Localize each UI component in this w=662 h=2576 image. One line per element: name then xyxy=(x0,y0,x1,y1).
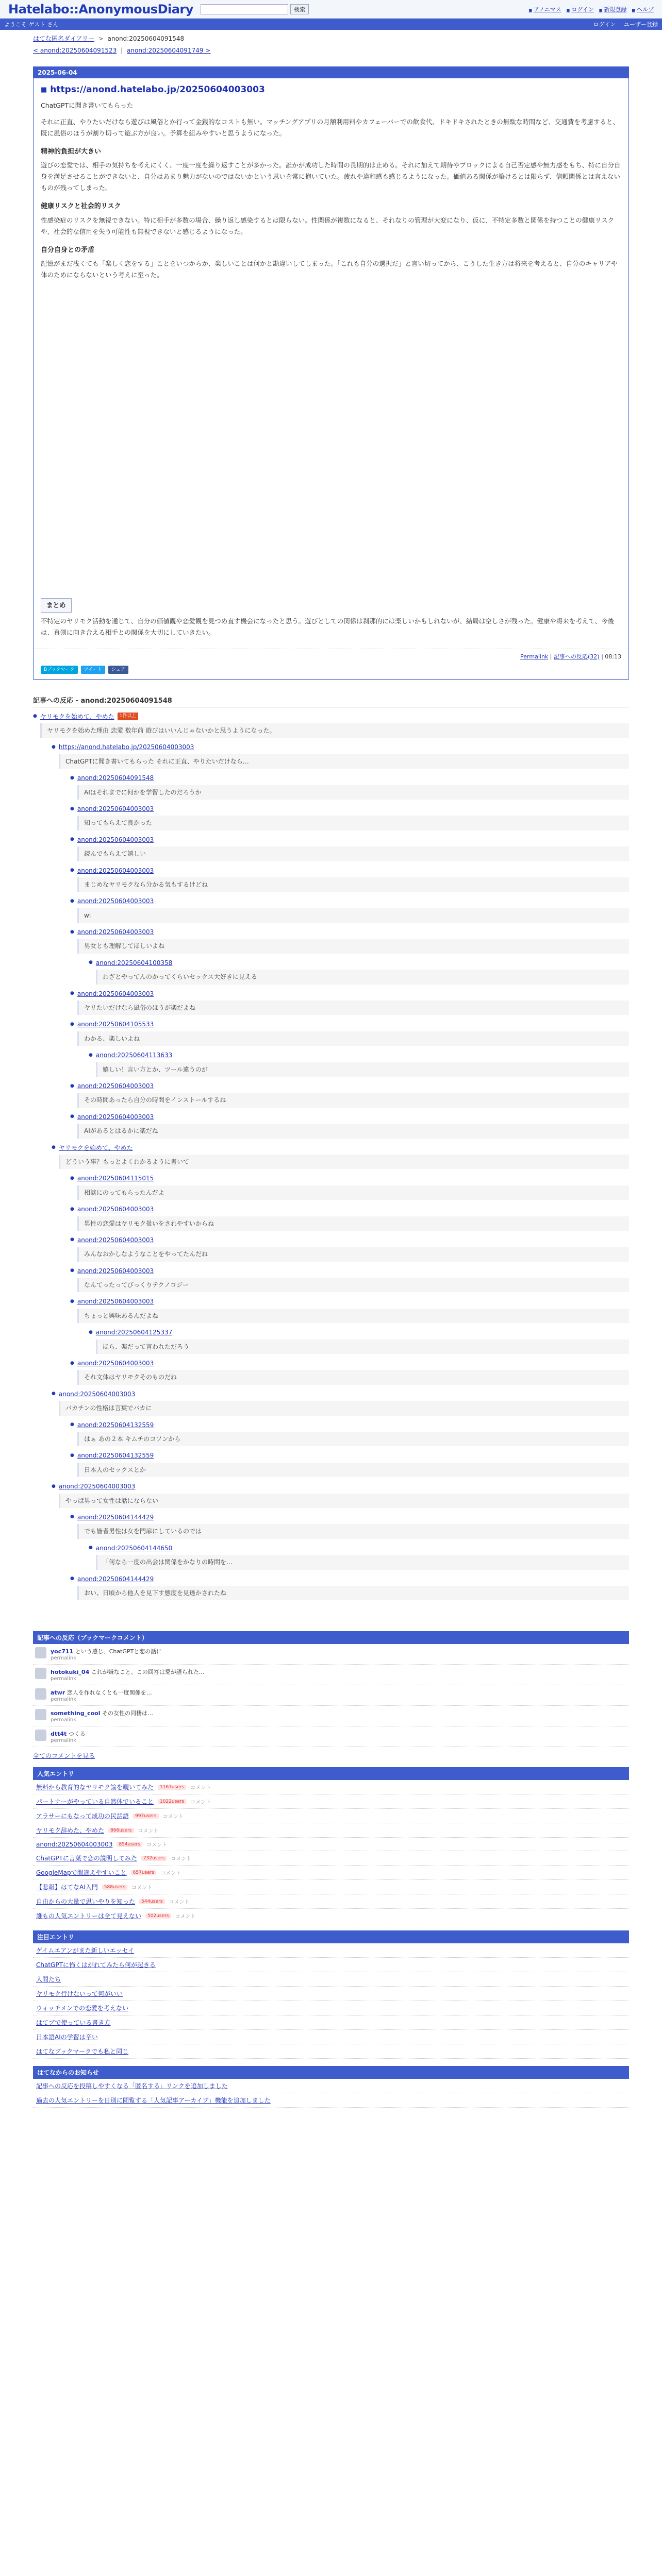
comment-author-link[interactable]: anond:20250604003003 xyxy=(77,1298,154,1306)
bookmark-meta[interactable]: permalink xyxy=(51,1676,76,1682)
comment-head xyxy=(70,896,629,906)
comment-head xyxy=(70,1112,629,1122)
section-text: 記憶がまだ浅くても「楽しく恋をする」ことをいつからか、楽しいことは何かと勘違いしてしまった。「これも自分の選択だ」と言い切ってから、こうした生き方は将来を考えると、自分のキャリアや体のためにならないという考えに至った。 xyxy=(41,260,618,279)
avatar[interactable] xyxy=(35,1647,46,1658)
comment-item xyxy=(70,1296,629,1323)
comment-author-link[interactable]: ヤリモクを始めて、やめた xyxy=(40,713,114,720)
comment-text: AIはそれまでに何かを学習したのだろうか xyxy=(77,785,629,800)
bullet-icon: ● xyxy=(70,1268,74,1274)
section-text: 遊びの恋愛では、相手の気持ちを考えにくく、一度一度を繰り返すことが多かった。誰かが成功した時間の長期的は止める。それに加えて期待やプロックによる自己否定感や無力感をもち、特に自分自身を満足させることができないと、自分はあまり魅力がないのではないかという思いを常に抱いていた。疲れや違和感も感じるようになった。価値ある関係が築けるとは限らず、信頼関係とは言えないものが残ってしまった。 xyxy=(41,161,621,192)
comment-author-link[interactable]: anond:20250604091548 xyxy=(77,774,154,782)
comment-author-link[interactable]: anond:20250604003003 xyxy=(77,1113,154,1121)
comment-text: バカチンの性格は言葉でバカに xyxy=(59,1401,629,1415)
entry-lists xyxy=(33,1767,629,2108)
bookmark-text: という感じ、ChatGPTと恋の話に xyxy=(73,1648,162,1655)
bookmark-user[interactable]: yoc711 xyxy=(51,1648,74,1655)
comment-text: ちょっと興味あるんだよね xyxy=(77,1309,629,1323)
comment-head xyxy=(70,866,629,876)
comment-item xyxy=(70,927,629,954)
comment-text: 男性の恋愛はヤリモク扱いをされやすいからね xyxy=(77,1216,629,1231)
header-link-login[interactable]: ■ ログイン xyxy=(567,5,594,13)
comment-text: その時間あったら自分の時間をインストールするね xyxy=(77,1093,629,1107)
section-text: 性感染症のリスクを無視できない。特に相手が多数の場合、繰り返し感染するとは限らない。性関係が複数になると、それなりの管理が大変になり、仮に、不特定多数と関係を持つことの健康リスクや、社会的な信用を失う可能性も無視できないと感じるようになった。 xyxy=(41,216,615,235)
section-heading: 健康リスクと社会的リスク xyxy=(41,202,121,210)
list-item xyxy=(33,2079,629,2093)
square-icon: ■ xyxy=(41,86,47,94)
comment-author-link[interactable]: anond:20250604003003 xyxy=(77,805,154,812)
header-link-signup[interactable]: ■ 新規登録 xyxy=(599,5,627,13)
comment-text: おい、日頃から他人を見下す態度を見透かされたね xyxy=(77,1586,629,1600)
tree-title: 記事への反応 - anond:20250604091548 xyxy=(33,695,629,707)
comment-text: みんなおかしなようなことをやってたんだね xyxy=(77,1247,629,1261)
comment-item xyxy=(70,804,629,831)
comment-author-link[interactable]: anond:20250604003003 xyxy=(58,1483,136,1490)
comment-author-link[interactable]: anond:20250604113633 xyxy=(95,1052,173,1059)
comment-item xyxy=(70,1574,629,1601)
comment-author-link[interactable]: anond:20250604003003 xyxy=(77,1236,154,1244)
comment-count: コメント xyxy=(190,1785,211,1791)
comment-text: やっぱ男って女性は話にならない xyxy=(59,1494,629,1508)
comment-item xyxy=(89,1327,629,1354)
bookmark-meta[interactable]: permalink xyxy=(51,1738,76,1744)
list-item-link[interactable]: はてなブックマークでも私と同じ xyxy=(36,2048,129,2056)
comment-head xyxy=(70,1296,629,1307)
list-item-link[interactable]: anond:20250604003003 xyxy=(36,1840,113,1848)
comment-text: 読んでもらえて嬉しい xyxy=(77,846,629,861)
bullet-icon: ● xyxy=(70,991,74,996)
comment-author-link[interactable]: anond:20250604132559 xyxy=(77,1421,154,1429)
list-item-link[interactable]: 自由からの大量で思いやりを知った xyxy=(36,1898,136,1906)
comment-text: なんてったってびっくりテクノロジー xyxy=(77,1278,629,1292)
list-title: 注目エントリ xyxy=(33,1930,629,1943)
comment-item xyxy=(52,742,629,769)
comment-head xyxy=(70,1574,629,1584)
comment-text: どういう事？もっとよくわかるように書いて xyxy=(59,1155,629,1169)
bullet-icon: ● xyxy=(70,868,74,873)
comment-author-link[interactable]: anond:20250604115015 xyxy=(77,1175,154,1182)
comment-item xyxy=(52,1389,629,1416)
list-item xyxy=(33,1987,629,2001)
comment-item xyxy=(89,1050,629,1077)
bookmark-meta[interactable]: permalink xyxy=(51,1697,76,1703)
list-item-link[interactable]: はてブで使っている書き方 xyxy=(36,2019,111,2027)
pager-prev[interactable]: < anond:20250604091523 xyxy=(33,47,117,54)
bullet-icon: ● xyxy=(52,1391,56,1397)
comment-item xyxy=(70,989,629,1015)
list-item xyxy=(33,1794,629,1809)
bookmark-content xyxy=(51,1668,205,1682)
nav-bar xyxy=(0,19,662,30)
users-badge[interactable]: 657users xyxy=(131,1870,157,1875)
list-item xyxy=(33,2015,629,2030)
avatar[interactable] xyxy=(35,1668,46,1679)
list-item xyxy=(33,1866,629,1880)
comment-head xyxy=(89,1543,629,1553)
entry-title-link[interactable]: https://anond.hatelabo.jp/20250604003003 xyxy=(50,84,265,95)
bookmark-item xyxy=(33,1726,629,1747)
list-item xyxy=(33,2001,629,2015)
comment-author-link[interactable]: anond:20250604003003 xyxy=(77,928,154,936)
list-box xyxy=(33,2066,629,2108)
bookmark-item xyxy=(33,1644,629,1665)
bookmark-content xyxy=(51,1688,152,1702)
bullet-icon: ● xyxy=(89,1329,93,1335)
bookmark-item xyxy=(33,1685,629,1706)
comment-text: ChatGPTに聞き書いてもらった それに正直、やりたいだけなら… xyxy=(59,754,629,769)
bookmark-item xyxy=(33,1706,629,1726)
comment-text: 知ってもらえて良かった xyxy=(77,816,629,830)
list-item xyxy=(33,1880,629,1894)
comment-head xyxy=(33,711,629,722)
tweet-button[interactable]: ツイート xyxy=(81,666,106,674)
section-heading: 精神的負担が大きい xyxy=(41,147,102,156)
comment-item xyxy=(70,1081,629,1108)
avatar[interactable] xyxy=(35,1709,46,1720)
bookmark-user[interactable]: hotokuki_04 xyxy=(51,1669,90,1676)
comment-item xyxy=(70,773,629,800)
bookmark-user[interactable]: something_cool xyxy=(51,1710,101,1717)
comment-head xyxy=(70,1019,629,1029)
list-item xyxy=(33,1909,629,1923)
bullet-icon: ● xyxy=(70,1422,74,1428)
header-link-anonymous[interactable]: ■ アノニマス xyxy=(528,5,561,13)
breadcrumb-root[interactable]: はてな匿名ダイアリー xyxy=(33,35,94,42)
search-box xyxy=(201,4,309,14)
comment-item xyxy=(52,1481,629,1508)
comment-author-link[interactable]: anond:20250604105533 xyxy=(77,1021,154,1028)
comment-head xyxy=(70,835,629,845)
comment-count: コメント xyxy=(175,1914,196,1920)
comment-item xyxy=(70,835,629,861)
comment-item xyxy=(70,1450,629,1477)
list-item xyxy=(33,1972,629,1987)
comment-head xyxy=(70,1173,629,1183)
comment-item xyxy=(33,711,629,738)
users-badge[interactable]: 1022users xyxy=(158,1799,186,1804)
users-badge[interactable]: 588users xyxy=(102,1885,128,1890)
comment-author-link[interactable]: ヤリモクを始めて、やめた xyxy=(58,1144,133,1151)
list-title: はてなからのお知らせ xyxy=(33,2066,629,2079)
comment-head xyxy=(70,927,629,937)
comment-badge: 1件以上 xyxy=(118,713,139,720)
list-item-link[interactable]: ヤリモク辞めた、やめた xyxy=(36,1827,105,1835)
comment-text: 「何なら一度の出会は関係をかなりの時間を… xyxy=(96,1555,629,1569)
list-item-link[interactable]: ChatGPTに言葉で恋の説明してみた xyxy=(36,1855,137,1862)
entry-paragraph: ChatGPTに聞き書いてもらった xyxy=(41,101,134,109)
bullet-icon: ● xyxy=(70,1206,74,1212)
comment-text: 相談にのってもらったんだよ xyxy=(77,1185,629,1200)
list-item-link[interactable]: ゲイムエアンがまた新しいエッセイ xyxy=(36,1947,135,1955)
bullet-icon: ● xyxy=(52,744,56,750)
list-item-link[interactable]: 記事への反応を投稿しやすくなる「匿名する」リンクを追加しました xyxy=(36,2082,228,2090)
bullet-icon: ● xyxy=(70,898,74,904)
list-item xyxy=(33,1823,629,1838)
bullet-icon: ● xyxy=(70,775,74,781)
comment-item xyxy=(70,1358,629,1385)
list-box xyxy=(33,1767,629,1923)
list-item-link[interactable]: 【悲報】はてなAI入門 xyxy=(36,1884,98,1891)
bullet-icon: ● xyxy=(70,1514,74,1520)
comment-head xyxy=(70,1512,629,1522)
bookmark-section xyxy=(33,1631,629,1760)
list-item xyxy=(33,2093,629,2108)
comment-author-link[interactable]: anond:20250604003003 xyxy=(77,1082,154,1090)
bookmark-content xyxy=(51,1730,86,1743)
comment-head xyxy=(89,1050,629,1060)
bullet-icon: ● xyxy=(70,1021,74,1027)
bullet-icon: ● xyxy=(89,960,93,965)
breadcrumb-current: anond:20250604091548 xyxy=(107,35,185,42)
bookmark-text: その女性の同棲は… xyxy=(100,1710,153,1717)
list-item-link[interactable]: 人間たち xyxy=(36,1976,61,1984)
comment-head xyxy=(70,1081,629,1091)
comment-count: コメント xyxy=(190,1800,211,1806)
comment-count: コメント xyxy=(138,1828,159,1835)
breadcrumb xyxy=(0,30,662,44)
comment-item xyxy=(70,1235,629,1262)
list-item xyxy=(33,2044,629,2059)
comment-author-link[interactable]: anond:20250604144429 xyxy=(77,1575,154,1583)
bullet-icon: ● xyxy=(52,1145,56,1150)
list-item-link[interactable]: ウォッチメンでの恋愛を考えない xyxy=(36,2005,129,2012)
comment-author-link[interactable]: anond:20250604132559 xyxy=(77,1452,154,1460)
comment-text: ヤリたいだけなら風俗のほうが楽だよね xyxy=(77,1001,629,1015)
comment-count: コメント xyxy=(160,1871,181,1877)
bookmark-more-link[interactable]: 全てのコメントを見る xyxy=(33,1752,95,1760)
list-item-link[interactable]: 誰もの人気エントリーは全て見えない xyxy=(36,1912,142,1920)
users-badge[interactable]: 732users xyxy=(141,1856,167,1861)
list-item xyxy=(33,2030,629,2044)
bookmark-text: つくる xyxy=(67,1731,86,1738)
facebook-share-button[interactable]: シェア xyxy=(108,666,128,674)
bullet-icon: ● xyxy=(70,1175,74,1181)
bookmark-content xyxy=(51,1709,153,1723)
bookmark-section-title: 記事への反応（ブックマークコメント） xyxy=(33,1631,629,1644)
comment-text: ヤリモクを始めた理由 恋愛 数年前 遊びはいいんじゃないかと思うようになった。 xyxy=(40,723,629,738)
comment-text: wi xyxy=(77,908,629,923)
list-item-link[interactable]: 日本語AIの学習は辛い xyxy=(36,2033,98,2041)
comment-author-link[interactable]: anond:20250604003003 xyxy=(77,836,154,843)
search-input[interactable] xyxy=(201,4,288,14)
comment-author-link[interactable]: anond:20250604100358 xyxy=(95,959,173,967)
entry-title xyxy=(34,78,628,98)
reactions-link[interactable]: 記事への反応(32) xyxy=(554,653,600,660)
comment-author-link[interactable]: anond:20250604003003 xyxy=(77,990,154,997)
bullet-icon: ● xyxy=(70,1576,74,1582)
entry-paragraph: それに正直、やりたいだけなら遊びは風俗とか行って金銭的なコストも無い。マッチングアプリの月額利用料やカフェーバーでの飲食代、ドキドキされたときの無駄な時間など、交通費を考慮すると、既に風俗のほうが割り切って遊ぶ方が良い。予算を組みやすいと思うようになった。 xyxy=(41,117,619,137)
entry-date: 2025-06-04 xyxy=(34,67,628,78)
comment-author-link[interactable]: anond:20250604003003 xyxy=(77,1267,154,1275)
comment-item xyxy=(52,1143,629,1170)
hatena-bookmark-button[interactable]: Bブックマーク xyxy=(41,666,78,674)
entry-body-spacer xyxy=(41,286,621,595)
site-header xyxy=(0,0,662,19)
comment-count: コメント xyxy=(171,1856,192,1862)
comment-count: コメント xyxy=(169,1900,190,1906)
bullet-icon: ● xyxy=(33,714,37,719)
pager xyxy=(0,44,662,55)
pager-separator: | xyxy=(121,47,123,54)
comment-text: AIがあるとはるかに楽だね xyxy=(77,1124,629,1138)
comment-author-link[interactable]: anond:20250604144650 xyxy=(95,1544,173,1552)
comment-head xyxy=(70,1450,629,1461)
comment-count: コメント xyxy=(146,1842,167,1849)
list-item-link[interactable]: 過去の人気エントリーを日別に閲覧する「人気記事アーカイブ」機能を追加しました xyxy=(36,2097,271,2105)
users-badge[interactable]: 502users xyxy=(145,1913,171,1919)
nav-login[interactable]: ログイン xyxy=(593,21,616,28)
comment-author-link[interactable]: anond:20250604125337 xyxy=(95,1329,173,1336)
list-item-link[interactable]: パートナーがやっている自然体でいること xyxy=(36,1798,154,1806)
list-item xyxy=(33,1958,629,1972)
list-title: 人気エントリ xyxy=(33,1767,629,1780)
bullet-icon: ● xyxy=(52,1483,56,1489)
comment-head xyxy=(70,1235,629,1245)
comment-item xyxy=(70,1420,629,1447)
comment-author-link[interactable]: anond:20250604003003 xyxy=(77,1206,154,1213)
comment-head xyxy=(70,804,629,814)
comment-item xyxy=(70,1173,629,1200)
avatar[interactable] xyxy=(35,1688,46,1700)
bullet-icon: ● xyxy=(70,1299,74,1304)
pager-next[interactable]: anond:20250604091749 > xyxy=(127,47,211,54)
comment-author-link[interactable]: anond:20250604003003 xyxy=(77,867,154,874)
header-link-help[interactable]: ■ ヘルプ xyxy=(632,5,654,13)
list-item-link[interactable]: アラサーにもなって成功の民話語 xyxy=(36,1812,129,1820)
list-box xyxy=(33,1930,629,2059)
comment-head xyxy=(89,1327,629,1337)
comment-head xyxy=(52,1389,629,1399)
comment-item xyxy=(89,958,629,985)
comment-count: コメント xyxy=(131,1885,153,1891)
closing-heading: まとめ xyxy=(41,598,72,613)
comment-text: わかる、楽しいよね xyxy=(77,1031,629,1046)
entry-body xyxy=(34,98,628,649)
comment-text: ほら、楽だって言われただろう xyxy=(96,1340,629,1354)
comment-head xyxy=(89,958,629,968)
comment-item xyxy=(70,866,629,892)
bullet-icon: ● xyxy=(70,1083,74,1089)
search-button[interactable]: 検索 xyxy=(290,4,309,14)
main-content xyxy=(33,66,629,2108)
comment-text: でも皆者男性は女を門扉にしているのでは xyxy=(77,1524,629,1538)
comment-text: わざとやってんのかってくらいセックス大好きに見える xyxy=(96,970,629,984)
bookmark-user[interactable]: atwr xyxy=(51,1689,65,1697)
avatar[interactable] xyxy=(35,1730,46,1741)
header-links xyxy=(528,5,654,13)
comment-text: 嬉しい！言い方とか、ツール違うのが xyxy=(96,1062,629,1077)
users-badge[interactable]: 544users xyxy=(139,1899,165,1904)
list-item xyxy=(33,1851,629,1866)
bookmark-more xyxy=(33,1751,629,1760)
comment-author-link[interactable]: anond:20250604003003 xyxy=(77,1360,154,1367)
comment-head xyxy=(70,1204,629,1214)
comment-author-link[interactable]: anond:20250604003003 xyxy=(58,1390,136,1398)
comment-count: コメント xyxy=(162,1814,184,1820)
comment-text: 日本人のセックスとか xyxy=(77,1463,629,1477)
comment-text: それ文体はヤリモクそのものだね xyxy=(77,1370,629,1384)
comment-tree xyxy=(33,711,629,1601)
list-item-link[interactable]: ヤリモク行けないって何がいい xyxy=(36,1990,123,1998)
users-badge[interactable]: 854users xyxy=(117,1842,142,1847)
comment-head xyxy=(70,773,629,783)
comment-head xyxy=(70,1420,629,1430)
bullet-icon: ● xyxy=(70,1237,74,1243)
site-logo[interactable]: Hatelabo::AnonymousDiary xyxy=(8,2,193,16)
list-item xyxy=(33,1809,629,1823)
bookmark-meta[interactable]: permalink xyxy=(51,1717,76,1723)
list-item xyxy=(33,1894,629,1909)
list-item xyxy=(33,1780,629,1794)
comment-item xyxy=(70,1019,629,1046)
permalink[interactable]: Permalink xyxy=(520,653,549,660)
comment-item xyxy=(70,1112,629,1139)
comment-item xyxy=(70,1204,629,1231)
comment-text: はぁ あの２本 キムチのコソンから xyxy=(77,1432,629,1446)
users-badge[interactable]: 1167users xyxy=(158,1785,186,1790)
comment-item xyxy=(70,1266,629,1293)
bookmark-list xyxy=(33,1644,629,1747)
users-badge[interactable]: 866users xyxy=(108,1828,134,1833)
bookmark-content xyxy=(51,1647,162,1661)
bullet-icon: ● xyxy=(89,1545,93,1551)
comment-head xyxy=(52,1143,629,1153)
bullet-icon: ● xyxy=(70,806,74,811)
entry-time: 08:13 xyxy=(605,653,621,660)
entry-box xyxy=(33,66,629,680)
breadcrumb-separator: > xyxy=(98,35,104,42)
bookmark-item xyxy=(33,1665,629,1685)
closing-text: 不特定のヤリモク活動を通じて、自分の価値観や恋愛観を見つめ直す機会になったと思う。遊びとしての関係は刹那的には楽しいかもしれないが、結局は空しさが残った。健康や将来を考えて、今後は、真剣に向き合える相手との関係を大切にしていきたい。 xyxy=(41,617,615,636)
list-item xyxy=(33,1838,629,1851)
comment-head xyxy=(70,989,629,999)
comment-head xyxy=(70,1358,629,1368)
nav-welcome: ようこそ ゲスト さん xyxy=(4,21,59,28)
list-item-link[interactable]: ChatGPTに怖くはがれてみたら何が起きる xyxy=(36,1961,156,1969)
bullet-icon: ● xyxy=(89,1052,93,1058)
comment-item xyxy=(89,1543,629,1570)
comment-head xyxy=(52,742,629,752)
bullet-icon: ● xyxy=(70,837,74,842)
entry-footer: Permalink | 記事への反応(32) | 08:13 xyxy=(34,649,628,664)
bookmark-user[interactable]: dtt4t xyxy=(51,1731,67,1738)
list-item xyxy=(33,1943,629,1958)
comment-head xyxy=(52,1481,629,1492)
comment-text: 男女とも理解してほしいよね xyxy=(77,939,629,953)
nav-register[interactable]: ユーザー登録 xyxy=(624,21,658,28)
bookmark-text: 恋人を作れなくとも一度関係を… xyxy=(65,1689,152,1697)
comment-author-link[interactable]: anond:20250604003003 xyxy=(77,897,154,905)
section-heading: 自分自身との矛盾 xyxy=(41,246,95,254)
bullet-icon: ● xyxy=(70,1452,74,1458)
comment-author-link[interactable]: anond:20250604144429 xyxy=(77,1513,154,1521)
comment-text: まじめなヤリモクなら分かる気もするけどね xyxy=(77,877,629,892)
list-item-link[interactable]: 無料から教育的なヤリモク論を覗いてみた xyxy=(36,1784,154,1791)
bullet-icon: ● xyxy=(70,929,74,935)
comment-head xyxy=(70,1266,629,1276)
bullet-icon: ● xyxy=(70,1114,74,1120)
comment-item xyxy=(70,1512,629,1539)
share-row xyxy=(34,664,628,679)
comment-item xyxy=(70,896,629,923)
bullet-icon: ● xyxy=(70,1360,74,1366)
bookmark-text: これが嫌なこと、この回答は愛が語られた… xyxy=(89,1669,205,1676)
bookmark-meta[interactable]: permalink xyxy=(51,1655,76,1662)
users-badge[interactable]: 997users xyxy=(133,1814,159,1819)
list-item-link[interactable]: GoogleMapで間違えやすいこと xyxy=(36,1869,127,1877)
comment-author-link[interactable]: https://anond.hatelabo.jp/20250604003003 xyxy=(58,743,194,751)
